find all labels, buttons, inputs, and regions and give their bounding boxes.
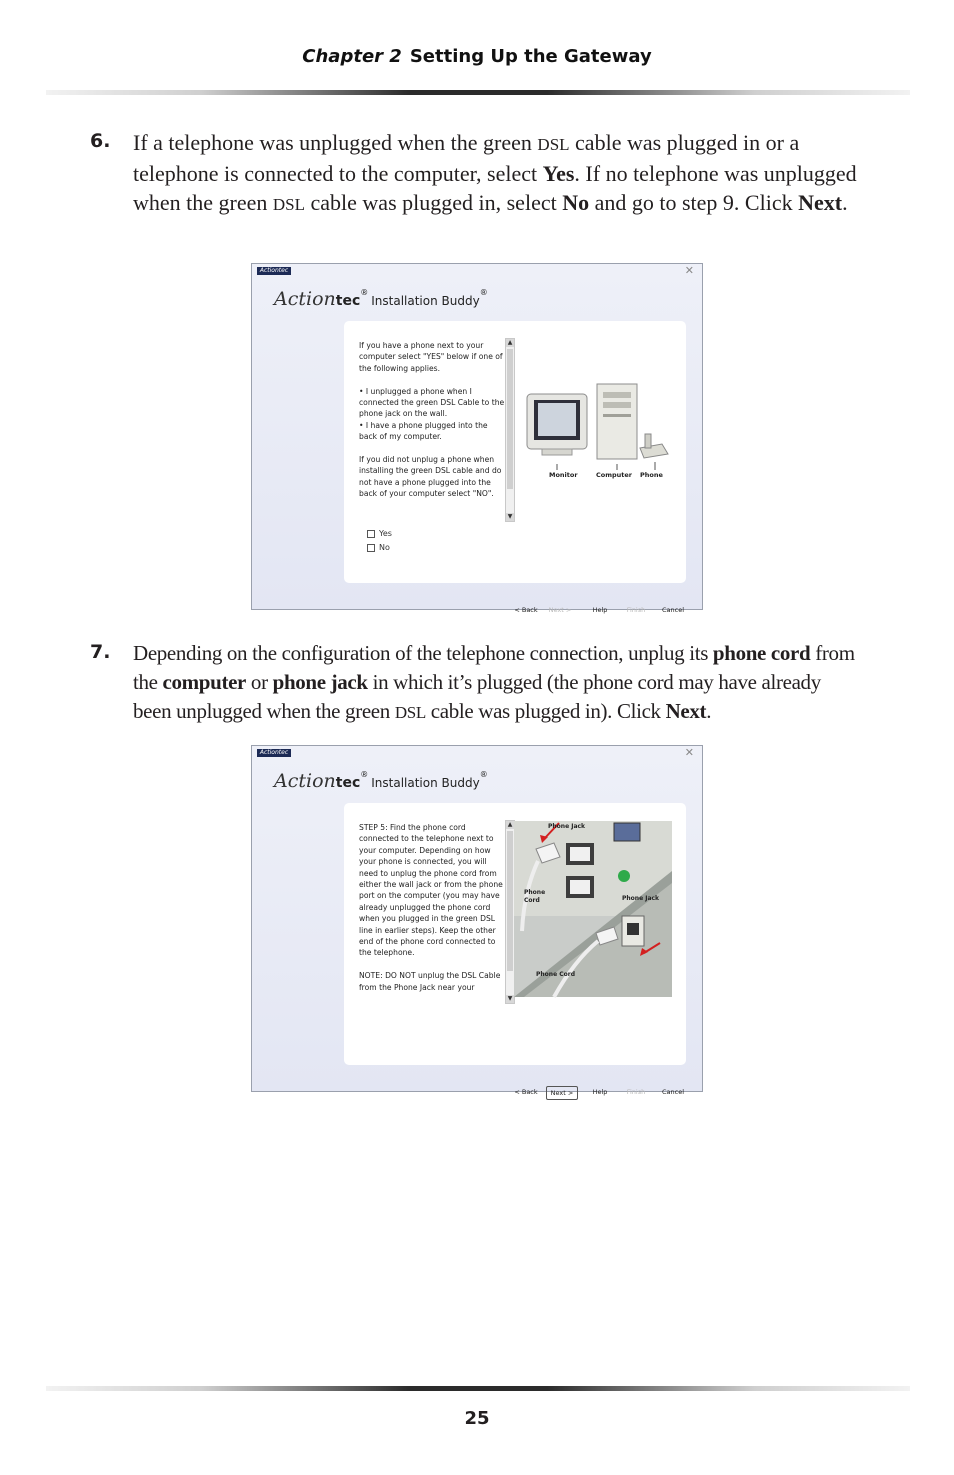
phone-cord-label: Phone Cord <box>536 971 575 978</box>
phone-label: Phone <box>640 471 663 479</box>
computer-setup-illustration <box>522 374 672 484</box>
brand-header: Actiontec®Installation Buddy® <box>274 288 488 310</box>
instruction-text: STEP 5: Find the phone cord connected to the telephone next to your computer. Depending on how your phone is connected, you will need to unplug the phone cord from either the wall jack or from the phone port on the computer (you may have already unplugged the phone cord when you plugged in the green DSL line in earlier steps). Keep the other end of the phone cord connected to the telephone. NOTE: DO NOT unplug the DSL Cable from the Phone Jack near your <box>359 823 503 992</box>
step-text: If a telephone was unplugged when the green DSL cable was plugged in or a telephone is connected to the computer, select Yes. If no telephone was unplugged when the green DSL cable was plugged in, select No and go to step 9. Click Next. <box>133 130 857 215</box>
title-bar <box>252 264 702 278</box>
checkbox-icon[interactable] <box>367 544 375 552</box>
scroll-down-icon[interactable]: ▼ <box>507 995 513 1002</box>
installation-buddy-screenshot-2 <box>251 745 703 1097</box>
back-button[interactable]: < Back <box>514 606 538 614</box>
help-button[interactable]: Help <box>592 606 608 614</box>
phone-jack-label: Phone Jack <box>548 823 586 830</box>
phone-jack-illustration <box>514 821 672 997</box>
product-name: Installation Buddy <box>371 776 480 790</box>
footer-rule <box>46 1386 910 1391</box>
finish-button[interactable]: Finish <box>626 606 646 614</box>
scroll-down-icon[interactable]: ▼ <box>507 513 513 520</box>
step-number: 7. <box>90 641 111 663</box>
brand-logo: Action <box>274 288 336 310</box>
help-button[interactable]: Help <box>592 1088 608 1096</box>
scroll-up-icon[interactable]: ▲ <box>507 821 513 828</box>
title-bar <box>252 746 702 760</box>
scrollbar[interactable] <box>505 338 515 522</box>
scroll-thumb[interactable] <box>507 349 513 489</box>
finish-button[interactable]: Finish <box>626 1088 646 1096</box>
step-number: 6. <box>90 130 111 152</box>
step-text: Depending on the configuration of the telephone connection, unplug its phone cord from the computer or phone jack in which it’s plugged (the phone cord may have already been unplugged when the green DSL cable was plugged in). Click Next. <box>133 641 855 723</box>
chapter-label: Chapter 2 <box>302 46 402 67</box>
header-rule <box>46 90 910 95</box>
no-checkbox[interactable]: No <box>367 543 390 552</box>
cancel-button[interactable]: Cancel <box>661 1088 685 1096</box>
product-name: Installation Buddy <box>371 294 480 308</box>
close-icon[interactable]: ✕ <box>684 264 694 277</box>
phone-cord-label: Phone Cord <box>524 889 546 904</box>
next-button[interactable]: Next > <box>546 1086 578 1100</box>
brand-logo: Action <box>274 770 336 792</box>
brand-header: Actiontec®Installation Buddy® <box>274 770 488 792</box>
back-button[interactable]: < Back <box>514 1088 538 1096</box>
installation-buddy-screenshot-1 <box>251 263 703 614</box>
scroll-thumb[interactable] <box>507 831 513 971</box>
yes-checkbox[interactable]: Yes <box>367 529 392 538</box>
cancel-button[interactable]: Cancel <box>661 606 685 614</box>
actiontec-badge: Actiontec <box>257 267 291 275</box>
phone-jack-label: Phone Jack <box>622 895 660 902</box>
chapter-title: Setting Up the Gateway <box>409 46 652 67</box>
monitor-label: Monitor <box>549 471 578 479</box>
page-number: 25 <box>464 1408 490 1429</box>
scroll-up-icon[interactable]: ▲ <box>507 339 513 346</box>
close-icon[interactable]: ✕ <box>684 746 694 759</box>
checkbox-icon[interactable] <box>367 530 375 538</box>
page-header <box>0 46 954 67</box>
instruction-text: If you have a phone next to your computer select "YES" below if one of the following applies. • I unplugged a phone when I connected the green DSL Cable to the phone jack on the wall. • I have a phone plugged into the back of my computer. If you did not unplug a phone when installing the green DSL cable and do not have a phone plugged into the back of your computer select "NO". <box>359 341 505 499</box>
computer-label: Computer <box>596 471 633 479</box>
next-button[interactable]: Next > <box>548 606 572 614</box>
actiontec-badge: Actiontec <box>257 749 291 757</box>
